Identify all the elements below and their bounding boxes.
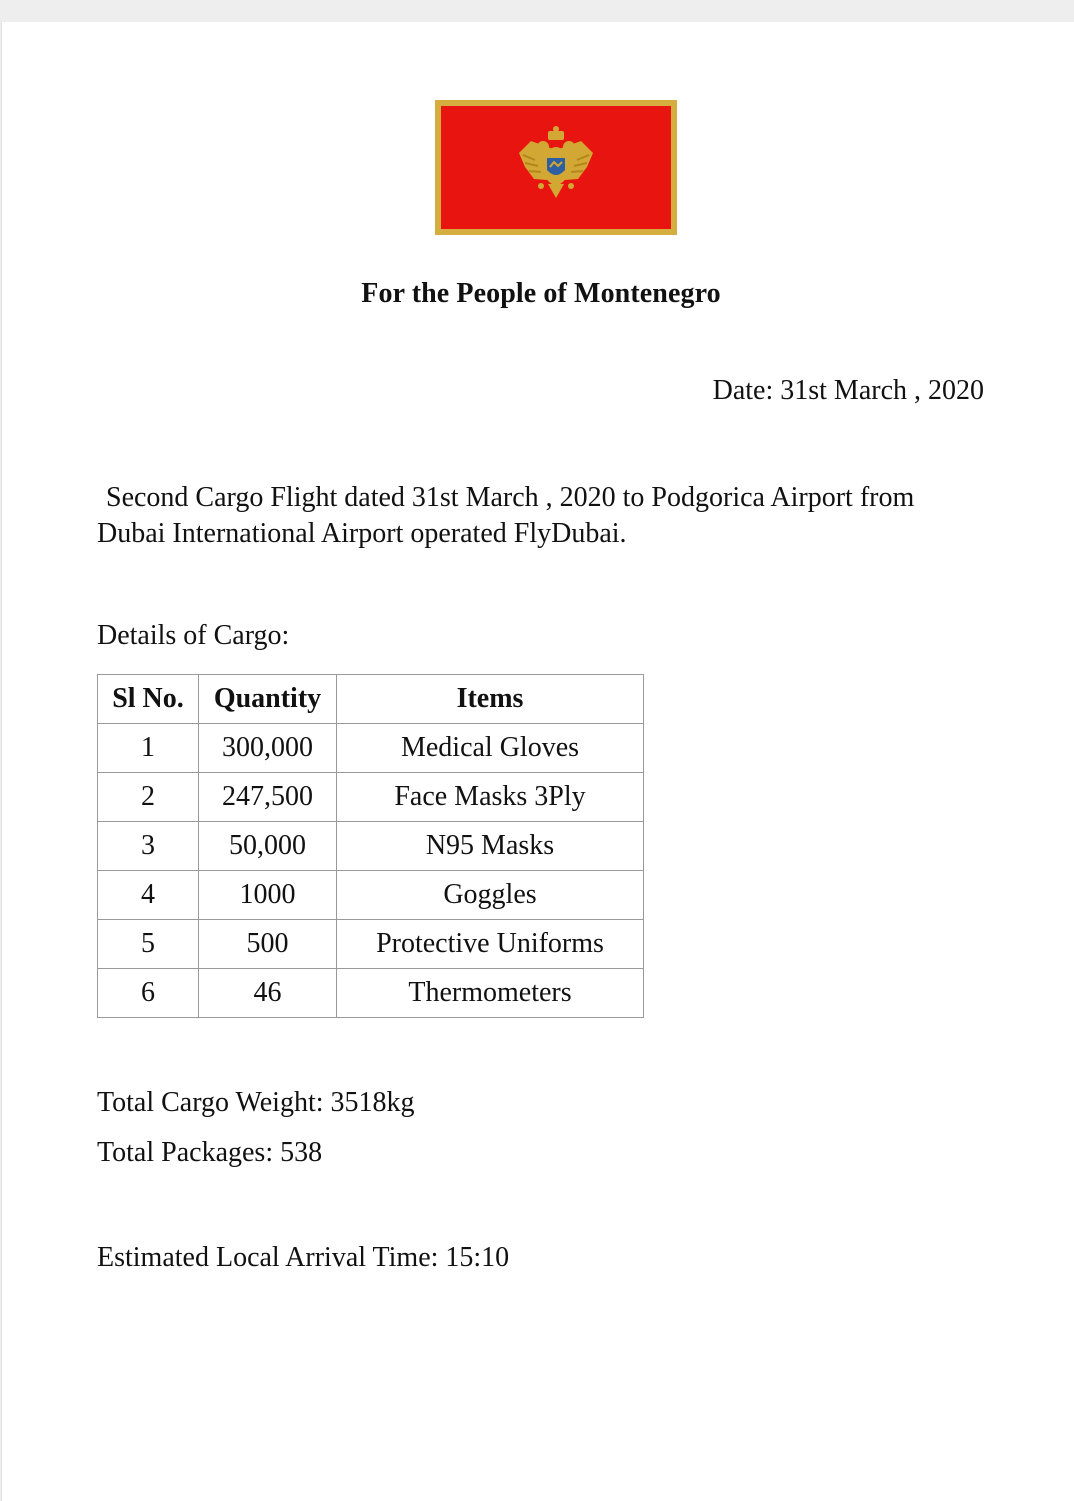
montenegro-flag-icon xyxy=(435,100,677,235)
cell-quantity: 1000 xyxy=(199,871,337,920)
estimated-arrival-time: Estimated Local Arrival Time: 15:10 xyxy=(97,1242,510,1273)
cell-item: Protective Uniforms xyxy=(337,920,644,969)
table-row xyxy=(98,920,644,969)
total-cargo-weight: Total Cargo Weight: 3518kg xyxy=(97,1087,415,1118)
cell-item: Face Masks 3Ply xyxy=(337,773,644,822)
cell-sl: 1 xyxy=(98,724,199,773)
cell-sl: 6 xyxy=(98,969,199,1018)
cell-sl: 3 xyxy=(98,822,199,871)
cell-quantity: 500 xyxy=(199,920,337,969)
details-label: Details of Cargo: xyxy=(97,620,290,651)
cell-sl: 5 xyxy=(98,920,199,969)
cargo-table xyxy=(97,674,644,1018)
column-header-items: Items xyxy=(337,675,644,724)
table-row xyxy=(98,822,644,871)
cell-quantity: 46 xyxy=(199,969,337,1018)
table-header-row xyxy=(98,675,644,724)
column-header-sl: Sl No. xyxy=(98,675,199,724)
cell-sl: 2 xyxy=(98,773,199,822)
table-row xyxy=(98,969,644,1018)
intro-line: Second Cargo Flight dated 31st March , 2020 to Podgorica Airport from xyxy=(106,482,915,513)
intro-paragraph xyxy=(97,480,997,552)
document-page xyxy=(1,22,1074,1501)
table-row xyxy=(98,724,644,773)
document-date: Date: 31st March , 2020 xyxy=(712,375,984,406)
cell-item: Medical Gloves xyxy=(337,724,644,773)
table-row xyxy=(98,773,644,822)
page-title: For the People of Montenegro xyxy=(361,278,721,309)
cell-item: Goggles xyxy=(337,871,644,920)
cell-quantity: 300,000 xyxy=(199,724,337,773)
cell-quantity: 247,500 xyxy=(199,773,337,822)
cell-item: N95 Masks xyxy=(337,822,644,871)
column-header-quantity: Quantity xyxy=(199,675,337,724)
intro-line: Dubai International Airport operated FlyDubai. xyxy=(97,518,627,549)
total-packages: Total Packages: 538 xyxy=(97,1137,323,1168)
cell-quantity: 50,000 xyxy=(199,822,337,871)
table-row xyxy=(98,871,644,920)
cell-sl: 4 xyxy=(98,871,199,920)
cell-item: Thermometers xyxy=(337,969,644,1018)
